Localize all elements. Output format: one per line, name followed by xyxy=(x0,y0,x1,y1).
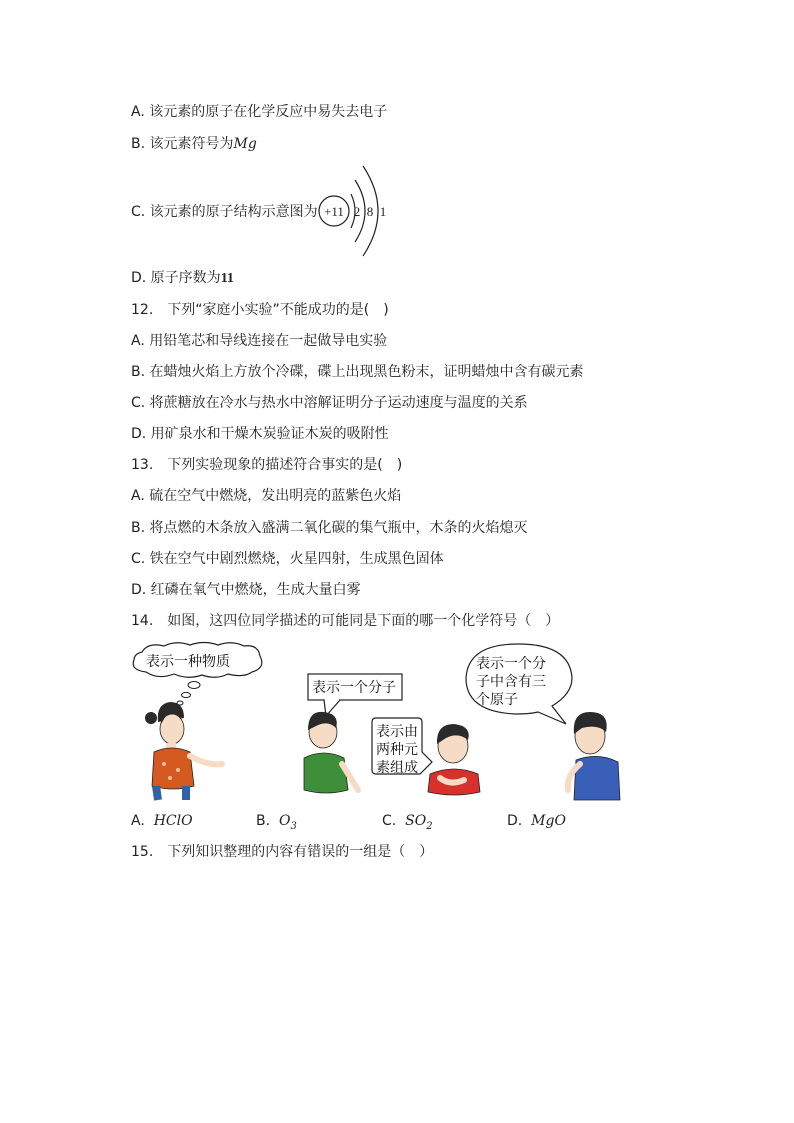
bubble-text-molecule: 表示一个分子 xyxy=(312,680,396,696)
q14-option-b-label: B. xyxy=(256,813,271,829)
bubble-text-elements-line1: 表示由 xyxy=(376,724,418,740)
q14-option-b-formula: O xyxy=(278,813,291,829)
q13-option-a: A. 硫在空气中燃烧，发出明亮的蓝紫色火焰 xyxy=(131,488,402,504)
bubble-text-atoms-line1: 表示一个分 xyxy=(476,656,546,672)
q14-option-d-label: D. xyxy=(507,813,523,829)
q11-option-c-text: C. 该元素的原子结构示意图为 xyxy=(131,204,318,220)
q14-option-b xyxy=(256,811,297,837)
man-blue-shirt xyxy=(568,712,620,800)
q13-option-b: B. 将点燃的木条放入盛满二氧化碳的集气瓶中，木条的火焰熄灭 xyxy=(131,520,528,536)
q14-stem: 14. 如图，这四位同学描述的可能同是下面的哪一个化学符号（ ） xyxy=(131,613,560,629)
atom-structure-diagram xyxy=(315,164,415,264)
q14-option-d-formula: MgO xyxy=(531,813,566,829)
q11-option-d-value: 11 xyxy=(220,271,234,286)
q14-option-d xyxy=(507,811,566,831)
q14-option-c-formula: SO xyxy=(405,813,427,829)
q14-option-c-subscript: 2 xyxy=(426,820,433,832)
q14-option-c-label: C. xyxy=(382,813,397,829)
shell-3-electrons: 1 xyxy=(379,204,387,219)
shell-2-electrons: 8 xyxy=(366,204,374,219)
thought-dot-1 xyxy=(188,682,200,689)
q11-option-b-text: B. 该元素符号为 xyxy=(131,136,234,152)
q11-option-d-text: D. 原子序数为 xyxy=(131,270,221,286)
q14-option-a xyxy=(131,811,193,831)
q11-option-b xyxy=(131,134,257,154)
q11-option-d xyxy=(131,268,234,289)
boy-green-shirt xyxy=(304,712,358,793)
bubble-text-atoms-line2: 子中含有三 xyxy=(476,674,546,690)
q12-option-b: B. 在蜡烛火焰上方放个冷碟，碟上出现黑色粉末，证明蜡烛中含有碳元素 xyxy=(131,364,584,380)
q13-option-d: D. 红磷在氧气中燃烧，生成大量白雾 xyxy=(131,582,361,598)
q15-stem: 15. 下列知识整理的内容有错误的一组是（ ） xyxy=(131,844,434,860)
q12-option-c: C. 将蔗糖放在冷水与热水中溶解证明分子运动速度与温度的关系 xyxy=(131,395,528,411)
q14-option-a-label: A. xyxy=(131,813,145,829)
shell-1-electrons: 2 xyxy=(353,204,361,219)
bubble-text-atoms-line3: 个原子 xyxy=(476,692,518,708)
q13-option-c: C. 铁在空气中剧烈燃烧，火星四射，生成黑色固体 xyxy=(131,551,444,567)
q13-stem: 13. 下列实验现象的描述符合事实的是( ) xyxy=(131,457,403,473)
q12-option-a: A. 用铅笔芯和导线连接在一起做导电实验 xyxy=(131,333,388,349)
q14-option-c xyxy=(382,811,433,837)
thought-dot-2 xyxy=(182,692,191,697)
q11-option-b-symbol: Mg xyxy=(233,136,257,152)
q12-option-d: D. 用矿泉水和干燥木炭验证木炭的吸附性 xyxy=(131,426,389,442)
bubble-text-elements-line3: 素组成 xyxy=(376,760,418,776)
bubble-text-substance: 表示一种物质 xyxy=(146,654,230,670)
boy-red-shirt xyxy=(428,724,480,795)
girl-figure xyxy=(145,702,222,800)
q12-stem: 12. 下列“家庭小实验”不能成功的是( ) xyxy=(131,302,389,318)
q11-option-a: A. 该元素的原子在化学反应中易失去电子 xyxy=(131,104,388,120)
nucleus-charge: +11 xyxy=(324,204,344,219)
q14-option-b-subscript: 3 xyxy=(290,820,297,832)
q14-option-a-formula: HClO xyxy=(153,813,193,829)
bubble-text-elements-line2: 两种元 xyxy=(376,742,418,758)
q11-option-c xyxy=(131,202,318,222)
